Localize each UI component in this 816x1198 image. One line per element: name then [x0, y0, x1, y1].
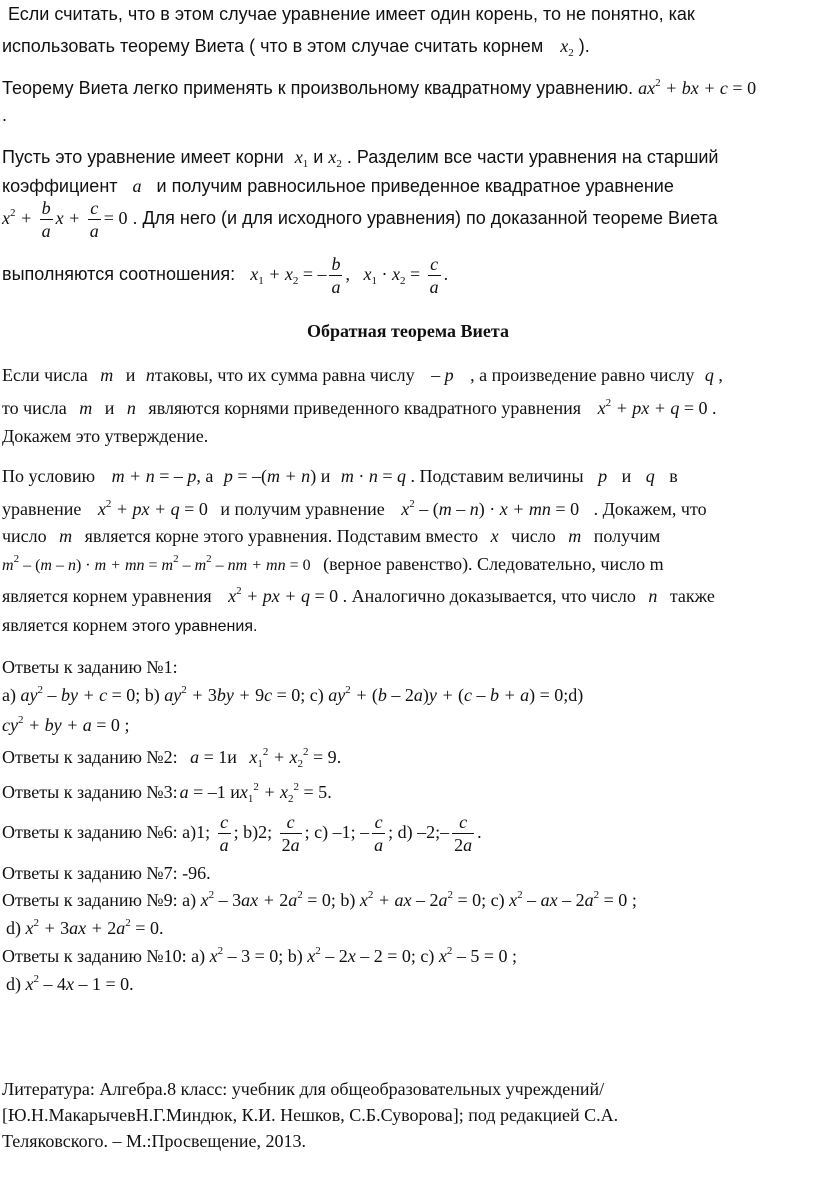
para3-line2: коэффициент a и получим равносильное приведенное квадратное уравнение: [2, 176, 674, 196]
section-heading: Обратная теорема Виета: [307, 321, 509, 341]
para4-line2: то числа m и n являются корнями приведенного квадратного уравнения $x^2$ + px + q = 0 .: [2, 397, 717, 418]
para3-line1: Пусть это уравнение имеет корни $x_1$ и $x_2$ . Разделим все части уравнения на старший: [2, 147, 719, 170]
answer-9-line2: d) $x^2 + 3ax + 2a^2 = 0$.: [6, 917, 164, 938]
literature-line3: Теляковского. – М.:Просвещение, 2013.: [2, 1131, 306, 1151]
answer-7: Ответы к заданию №7: -96.: [2, 863, 211, 883]
para2-line1: Теорему Виета легко применять к произвольному квадратному уравнению. $ax^2$ + bx + c = 0: [2, 77, 757, 98]
para5-line4: $m^2 - (m - n) \cdot m$ + mn = $m^2 - m^2$ – nm + mn = 0 (верное равенство). Следовательно, число m: [2, 553, 664, 574]
literature-line2: [Ю.Н.МакарычевН.Г.Миндюк, К.И. Нешков, С.Б.Суворова]; под редакцией С.А.: [2, 1105, 619, 1125]
para3-line3: $x^2$ + $\frac{b}{a}$ x + $\frac{c}{a}$ = 0 . Для него (и для исходного уравнения) по доказанной теореме Виета: [2, 198, 718, 242]
para1-line1: Если считать, что в этом случае уравнение имеет один корень, то не понятно, как: [8, 4, 695, 24]
para5-line1: По условию m + n = – p, а p = –(m + n) и m · n = q . Подставим величины p и q в: [2, 466, 678, 486]
literature-line1: Литература: Алгебра.8 класс: учебник для общеобразовательных учреждений/: [2, 1079, 605, 1099]
answer-9-line1: Ответы к заданию №9: а) $x^2 - 3ax + 2a^2 = 0$; b) $x^2$ + ax – $2a^2 = 0$; c) $x^2$ – ax – $2a^2 = 0$ ;: [2, 889, 637, 910]
answer-1-title: Ответы к заданию №1:: [2, 657, 178, 677]
answer-10-line1: Ответы к заданию №10: а) $x^2 - 3 = 0$; b) $x^2 - 2x - 2 = 0$; c) $x^2 - 5 = 0$ ;: [2, 945, 518, 966]
para5-line2: уравнение $x^2$ + px + q = 0 и получим уравнение $x^2 - (m - n) \cdot x$ + mn = 0 . Докажем, что: [2, 498, 707, 519]
answer-10-line2: d) $x^2 - 4x - 1 = 0$.: [6, 973, 134, 994]
para2-line2: .: [2, 105, 8, 125]
formula-quadratic: $ax^2$ + bx + c = 0: [638, 77, 757, 98]
para5-line6: является корнем этого уравнения.: [2, 615, 258, 635]
answer-2: Ответы к заданию №2: a = 1и $x_1^2 + x_2^2 = 9$.: [2, 746, 342, 770]
answer-3: Ответы к заданию №3: a = –1 $иx_1^2 + x_2^2 = 5$.: [2, 781, 332, 805]
para1-line2: использовать теорему Виета ( что в этом случае считать корнем $x_2$ ).: [2, 36, 590, 59]
answer-1-line2: $cy^2$ + by + a = 0 ;: [2, 714, 130, 735]
para4-line1: Если числа m и nтаковы, что их сумма равна числу – p , а произведение равно числу q ,: [2, 365, 723, 385]
answer-6: Ответы к заданию №6: а)1; $\frac{c}{a}$ ; b)2; $\frac{c}{2a}$ ; c) –1; – $\frac{c}{a}$ ; d) –2;– $\frac{c}{2a}$ .: [2, 812, 482, 856]
para4-line3: Докажем это утверждение.: [2, 426, 209, 446]
formula-vieta-relations: $x_1 + x_2$ = – $\frac{b}{a}$ , $x_1 \cdot x_2$ = $\frac{c}{a}$ .: [250, 254, 449, 298]
formula-reduced-quadratic: $x^2$ + $\frac{b}{a}$ x + $\frac{c}{a}$ = 0: [2, 198, 128, 242]
para3-line4: выполняются соотношения: $x_1 + x_2$ = – $\frac{b}{a}$ , $x_1 \cdot x_2$ = $\frac{c}{a}$ .: [2, 254, 449, 298]
para5-line3: число m является корне этого уравнения. Подставим вместо x число m получим: [2, 526, 661, 546]
para5-line5: является корнем уравнения $x^2$ + px + q = 0 . Аналогично доказывается, что число n также: [2, 585, 715, 606]
answer-1-line1: а) $ay^2$ – by + c = 0; b) $ay^2 + 3by + 9c = 0$; c) $ay^2 + (b - 2a)y + (c - b + a)$ = 0;d): [2, 684, 584, 705]
